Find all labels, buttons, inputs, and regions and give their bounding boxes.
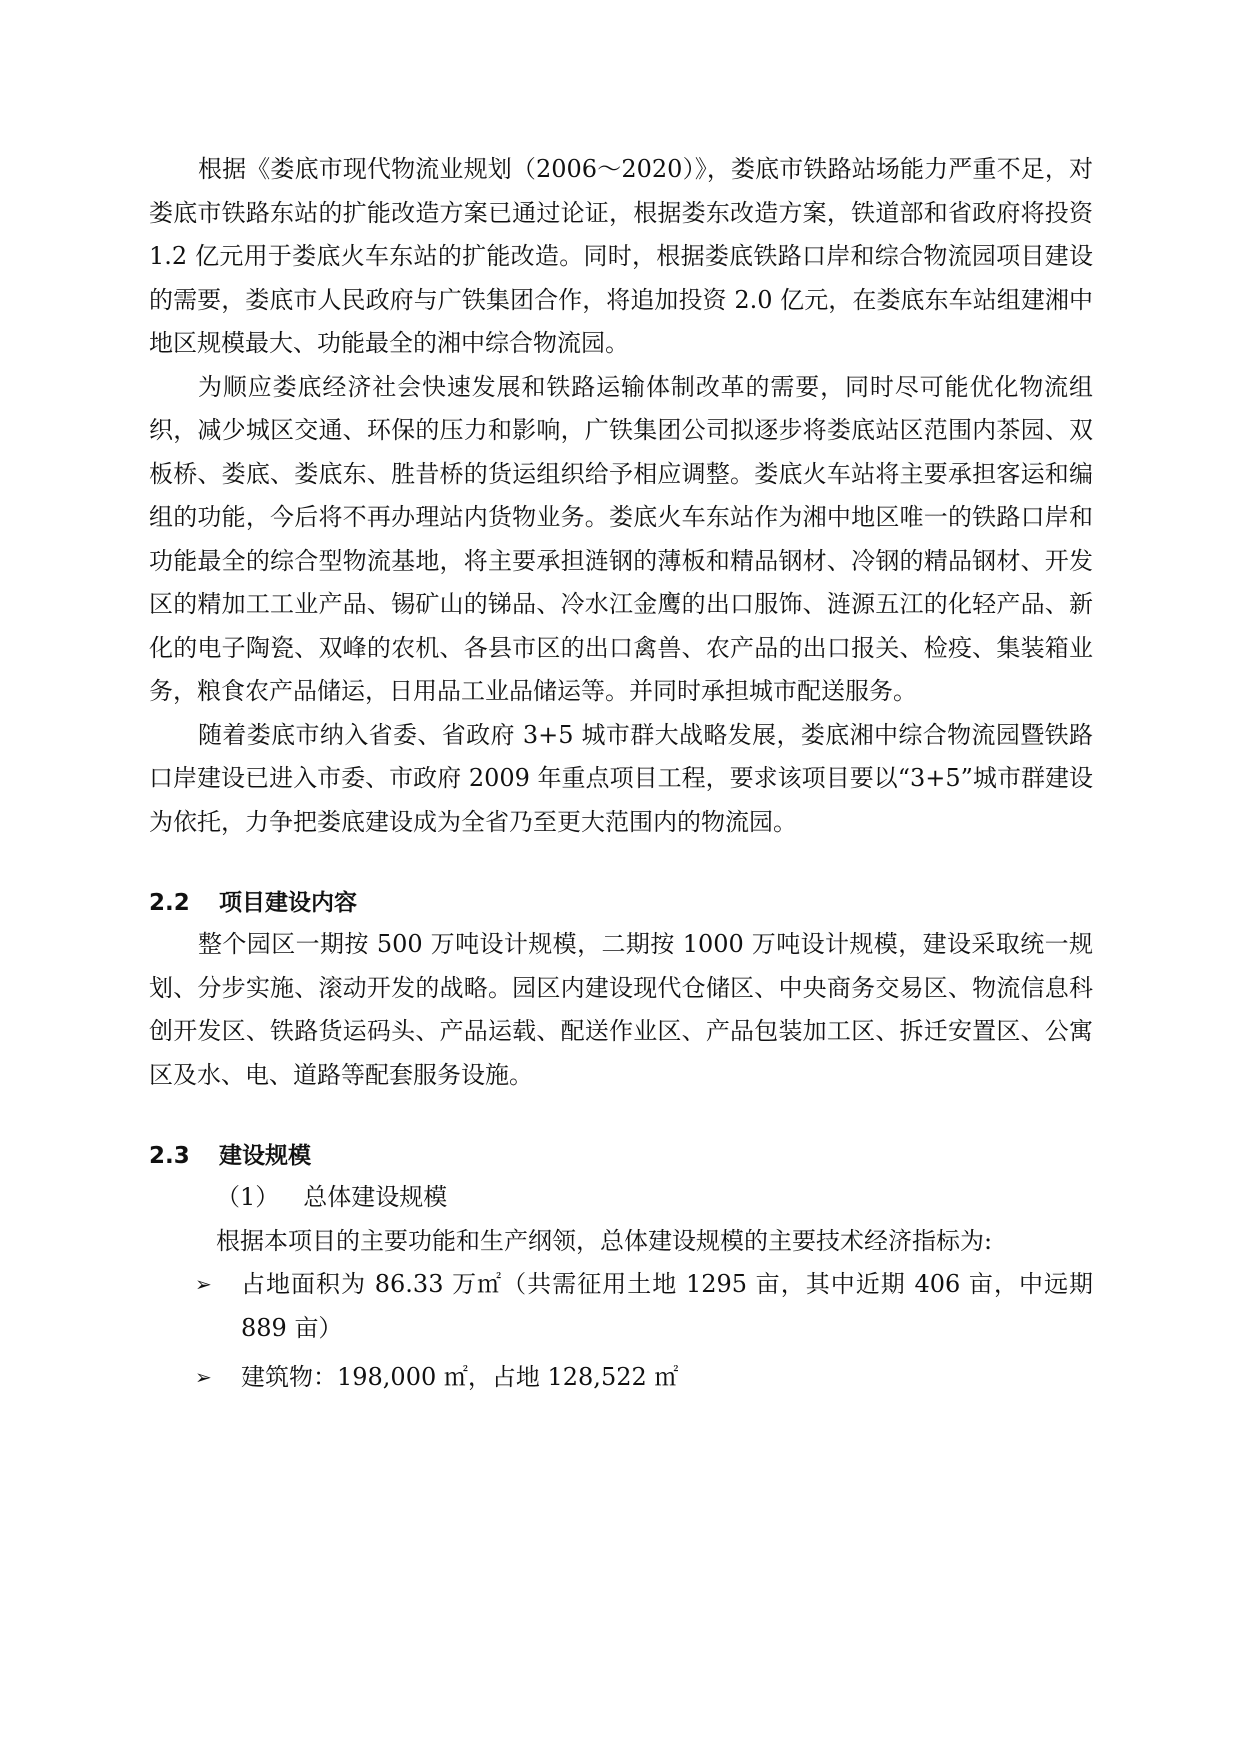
- section-number: 2.3: [149, 1143, 190, 1169]
- section-heading-2-3: [149, 1137, 1093, 1170]
- arrow-bullet-icon: ➢: [195, 1365, 212, 1389]
- page-content: [149, 148, 1093, 1400]
- section-title: 建设规模: [219, 1143, 311, 1169]
- lead-sentence: 根据本项目的主要功能和生产纲领，总体建设规模的主要技术经济指标为:: [216, 1226, 993, 1255]
- subsection-title: 总体建设规模: [303, 1183, 448, 1211]
- arrow-bullet-icon: ➢: [195, 1272, 212, 1296]
- list-item-text: 占地面积为 86.33 万㎡（共需征用土地 1295 亩，其中近期 406 亩，中远期 889 亩）: [241, 1270, 1093, 1342]
- list-item: [149, 1263, 1093, 1350]
- list-item: [149, 1356, 1093, 1400]
- section-2-2-paragraph: 整个园区一期按 500 万吨设计规模，二期按 1000 万吨设计规模，建设采取统一规划、分步实施、滚动开发的战略。园区内建设现代仓储区、中央商务交易区、物流信息科创开发区、铁路货运码头、产品运载、配送作业区、产品包装加工区、拆迁安置区、公寓区及水、电、道路等配套服务设施。: [149, 930, 1093, 1089]
- section-number: 2.2: [149, 890, 190, 916]
- subsection-heading: [149, 1176, 1093, 1220]
- subsection-marker: （1）: [216, 1183, 280, 1211]
- intro-paragraph-3: 随着娄底市纳入省委、省政府 3+5 城市群大战略发展，娄底湘中综合物流园暨铁路口岸建设已进入市委、市政府 2009 年重点项目工程，要求该项目要以“3+5”城市群建设为依托，力争把娄底建设成为全省乃至更大范围内的物流园。: [149, 720, 1093, 836]
- intro-paragraph-1: 根据《娄底市现代物流业规划（2006～2020）》，娄底市铁路站场能力严重不足，对娄底市铁路东站的扩能改造方案已通过论证，根据娄东改造方案，铁道部和省政府将投资 1.2 亿元用于娄底火车东站的扩能改造。同时，根据娄底铁路口岸和综合物流园项目建设的需要，娄底市人民政府与广铁集团合作，将追加投资 2.0 亿元，在娄底东车站组建湘中地区规模最大、功能最全的湘中综合物流园。: [149, 155, 1093, 357]
- intro-paragraph-2: 为顺应娄底经济社会快速发展和铁路运输体制改革的需要，同时尽可能优化物流组织，减少城区交通、环保的压力和影响，广铁集团公司拟逐步将娄底站区范围内茶园、双板桥、娄底、娄底东、胜昔桥的货运组织给予相应调整。娄底火车站将主要承担客运和编组的功能，今后将不再办理站内货物业务。娄底火车东站作为湘中地区唯一的铁路口岸和功能最全的综合型物流基地，将主要承担涟钢的薄板和精品钢材、冷钢的精品钢材、开发区的精加工工业产品、锡矿山的锑品、冷水江金鹰的出口服饰、涟源五江的化轻产品、新化的电子陶瓷、双峰的农机、各县市区的出口禽兽、农产品的出口报关、检疫、集装箱业务，粮食农产品储运，日用品工业品储运等。并同时承担城市配送服务。: [149, 372, 1093, 705]
- list-item-text: 建筑物：198,000 ㎡，占地 128,522 ㎡: [241, 1363, 679, 1391]
- section-title: 项目建设内容: [219, 890, 357, 916]
- section-heading-2-2: [149, 884, 1093, 917]
